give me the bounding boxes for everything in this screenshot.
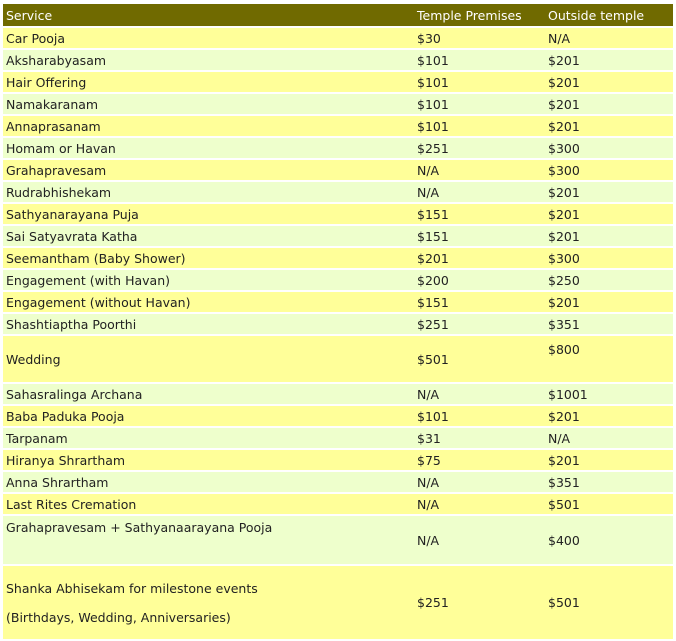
table-row (3, 226, 673, 246)
temple-price-cell: $31 (414, 428, 545, 448)
temple-price-cell: $151 (414, 204, 545, 224)
temple-price-cell: $30 (414, 28, 545, 48)
table-row (3, 50, 673, 70)
outside-price-cell: $300 (545, 138, 673, 158)
table-row (3, 472, 673, 492)
table-row (3, 516, 673, 564)
temple-price-cell: $251 (414, 138, 545, 158)
table-row (3, 566, 673, 639)
outside-price-cell: $800 (545, 336, 673, 382)
table-row (3, 292, 673, 312)
outside-price-cell: N/A (545, 28, 673, 48)
service-cell: Anna Shrartham (3, 472, 414, 492)
service-cell: Hiranya Shrartham (3, 450, 414, 470)
temple-price-cell: N/A (414, 494, 545, 514)
outside-price-cell: $201 (545, 450, 673, 470)
service-line-1: Shanka Abhisekam for milestone events (6, 580, 258, 596)
service-cell: Baba Paduka Pooja (3, 406, 414, 426)
table-row (3, 138, 673, 158)
temple-price-cell: $101 (414, 116, 545, 136)
table-row (3, 314, 673, 334)
temple-price-cell: N/A (414, 384, 545, 404)
service-cell: Seemantham (Baby Shower) (3, 248, 414, 268)
service-cell (3, 566, 414, 639)
outside-price-cell: $351 (545, 314, 673, 334)
service-cell: Homam or Havan (3, 138, 414, 158)
service-cell: Last Rites Cremation (3, 494, 414, 514)
service-cell: Shashtiaptha Poorthi (3, 314, 414, 334)
temple-price-cell: $151 (414, 226, 545, 246)
temple-price-cell: N/A (414, 516, 545, 564)
table-row (3, 182, 673, 202)
temple-price-cell: $75 (414, 450, 545, 470)
services-table (3, 2, 673, 641)
outside-price-cell: $501 (545, 494, 673, 514)
service-cell: Hair Offering (3, 72, 414, 92)
temple-price-cell: $201 (414, 248, 545, 268)
outside-price-cell: $400 (545, 516, 673, 564)
outside-price-cell: $201 (545, 94, 673, 114)
outside-price-cell: N/A (545, 428, 673, 448)
service-cell: Wedding (3, 336, 414, 382)
service-cell: Grahapravesam (3, 160, 414, 180)
outside-price-cell: $201 (545, 50, 673, 70)
table-row (3, 116, 673, 136)
service-line-2: (Birthdays, Wedding, Anniversaries) (6, 609, 231, 625)
table-row (3, 384, 673, 404)
outside-price-cell: $1001 (545, 384, 673, 404)
service-cell: Annaprasanam (3, 116, 414, 136)
header-outside-temple: Outside temple (545, 4, 673, 26)
outside-price-cell: $201 (545, 182, 673, 202)
temple-price-cell: $101 (414, 406, 545, 426)
header-temple-premises: Temple Premises (414, 4, 545, 26)
service-cell: Engagement (without Havan) (3, 292, 414, 312)
temple-price-cell: N/A (414, 160, 545, 180)
outside-price-cell: $250 (545, 270, 673, 290)
service-cell: Aksharabyasam (3, 50, 414, 70)
service-cell: Rudrabhishekam (3, 182, 414, 202)
table-row (3, 204, 673, 224)
table-row (3, 494, 673, 514)
table-header-row (3, 4, 673, 26)
temple-price-cell: $101 (414, 50, 545, 70)
outside-price-cell: $300 (545, 160, 673, 180)
table-row (3, 428, 673, 448)
service-cell: Grahapravesam + Sathyanaarayana Pooja (3, 516, 414, 564)
temple-price-cell: $251 (414, 314, 545, 334)
service-cell: Tarpanam (3, 428, 414, 448)
service-cell: Car Pooja (3, 28, 414, 48)
table-row (3, 72, 673, 92)
service-cell: Sahasralinga Archana (3, 384, 414, 404)
temple-price-cell: $101 (414, 94, 545, 114)
temple-price-cell: $251 (414, 566, 545, 639)
service-cell: Engagement (with Havan) (3, 270, 414, 290)
temple-price-cell: $501 (414, 336, 545, 382)
outside-price-cell: $501 (545, 566, 673, 639)
outside-price-cell: $201 (545, 406, 673, 426)
table-row (3, 450, 673, 470)
header-service: Service (3, 4, 414, 26)
outside-price-cell: $201 (545, 292, 673, 312)
temple-price-cell: $151 (414, 292, 545, 312)
outside-price-cell: $201 (545, 116, 673, 136)
service-cell: Namakaranam (3, 94, 414, 114)
table-row (3, 406, 673, 426)
table-row (3, 28, 673, 48)
table-row (3, 160, 673, 180)
service-cell: Sathyanarayana Puja (3, 204, 414, 224)
temple-price-cell: $200 (414, 270, 545, 290)
table-row (3, 336, 673, 382)
outside-price-cell: $201 (545, 72, 673, 92)
outside-price-cell: $351 (545, 472, 673, 492)
table-row (3, 94, 673, 114)
outside-price-cell: $201 (545, 204, 673, 224)
temple-price-cell: N/A (414, 472, 545, 492)
temple-price-cell: $101 (414, 72, 545, 92)
table-row (3, 248, 673, 268)
outside-price-cell: $300 (545, 248, 673, 268)
table-row (3, 270, 673, 290)
outside-price-cell: $201 (545, 226, 673, 246)
temple-price-cell: N/A (414, 182, 545, 202)
service-cell: Sai Satyavrata Katha (3, 226, 414, 246)
